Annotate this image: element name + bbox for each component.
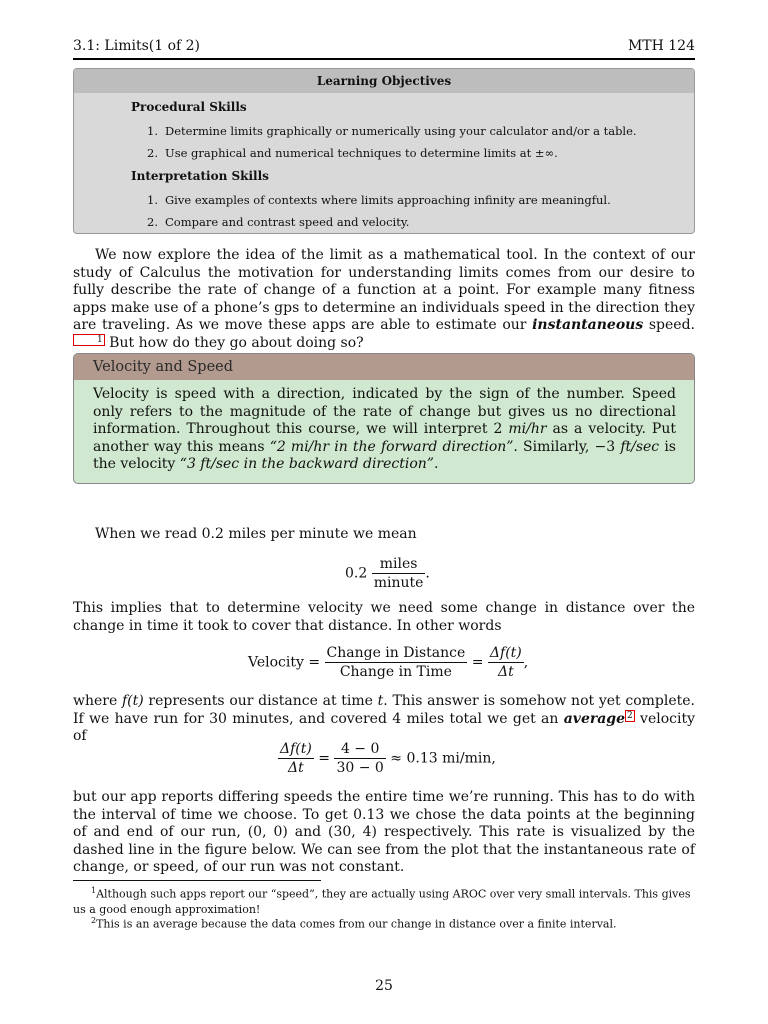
- paragraph-but: but our app reports differing speeds the entire time we’re running. This has to do with the interval of time we choose. To get 0.13 we chose the data points at the beginning of and end of our run, (0, 0) and (30, 4) respectively. This rate is visualized by the dashed line in the figure below. We can see from the plot that the instantaneous rate of change, or speed, of our run was not constant.: [73, 789, 695, 875]
- footnote-2: $^2$This is an average because the data comes from our change in distance over a finite interval.: [91, 916, 617, 931]
- running-header: [73, 38, 695, 60]
- learning-objectives-box: [73, 68, 695, 234]
- intro-paragraph: We now explore the idea of the limit as a mathematical tool. In the context of our study of Calculus the motivation for understanding limits comes from our desire to fully describe the rate of change of a function at a point. For example many fitness apps make use of a phone’s gps to determine an individuals speed in the direction they are traveling. As we move these apps are able to estimate our instantaneous speed.$^1$ But how do they go about doing so?: [73, 247, 695, 351]
- interpretation-skills-heading: Interpretation Skills: [131, 169, 269, 183]
- equation-velocity-definition: Velocity = $\frac{\text{Change in Distance}}{\text{Change in Time}}$ = $\frac{\Delta f(t)}{\Delta t}$ ,: [248, 645, 529, 680]
- velocity-speed-box: [73, 353, 695, 484]
- emphasis-average: average: [563, 710, 625, 727]
- learning-objectives-title: Learning Objectives: [74, 69, 694, 93]
- equation-average-velocity: $\frac{\Delta f(t)}{\Delta t}$ = $\frac{4 - 0}{30 - 0}$ ≈ 0.13 mi/min,: [280, 741, 496, 776]
- objective-item: 1. Give examples of contexts where limits approaching infinity are meaningful.: [147, 193, 611, 207]
- course-code: MTH 124: [627, 38, 695, 54]
- paragraph-read: When we read 0.2 miles per minute we mean: [95, 526, 417, 542]
- objective-item: 2. Compare and contrast speed and velocity.: [147, 215, 410, 229]
- objective-item: 2. Use graphical and numerical techniques to determine limits at ±∞.: [147, 146, 558, 160]
- paragraph-implies: This implies that to determine velocity we need some change in distance over the change in time it took to cover that distance. In other words: [73, 600, 695, 634]
- footnote-1: $^1$Although such apps report our “speed”, they are actually using AROC over very small intervals. This gives us a good enough approximation!: [73, 886, 691, 916]
- paragraph-where: where f(t) represents our distance at time t. This answer is somehow not yet complete. If we have run for 30 minutes, and covered 4 miles total we get an average $^2$ velocity of: [73, 693, 695, 744]
- procedural-skills-heading: Procedural Skills: [131, 100, 247, 114]
- footnote-link-1[interactable]: 1: [73, 334, 105, 346]
- footnote-rule: [73, 880, 321, 881]
- section-title: 3.1: Limits(1 of 2): [73, 38, 201, 54]
- footnote-link-2[interactable]: 2: [627, 710, 633, 721]
- emphasis-instantaneous: instantaneous: [532, 317, 644, 333]
- velocity-speed-body: Velocity is speed with a direction, indicated by the sign of the number. Speed only refers to the magnitude of the rate of change but gives us no directional information. Throughout this course, we will interpret 2 mi/hr as a velocity. Put another way this means “2 mi/hr in the forward direction”. Similarly, −3 ft/sec is the velocity “3 ft/sec in the backward direction”.: [93, 386, 676, 472]
- velocity-speed-title: Velocity and Speed: [74, 354, 694, 380]
- objective-item: 1. Determine limits graphically or numerically using your calculator and/or a table.: [147, 124, 637, 138]
- equation-miles-per-minute: 0.2 $\frac{\text{miles}}{\text{minute}}$ .: [345, 556, 430, 591]
- page-number: 25: [375, 978, 393, 994]
